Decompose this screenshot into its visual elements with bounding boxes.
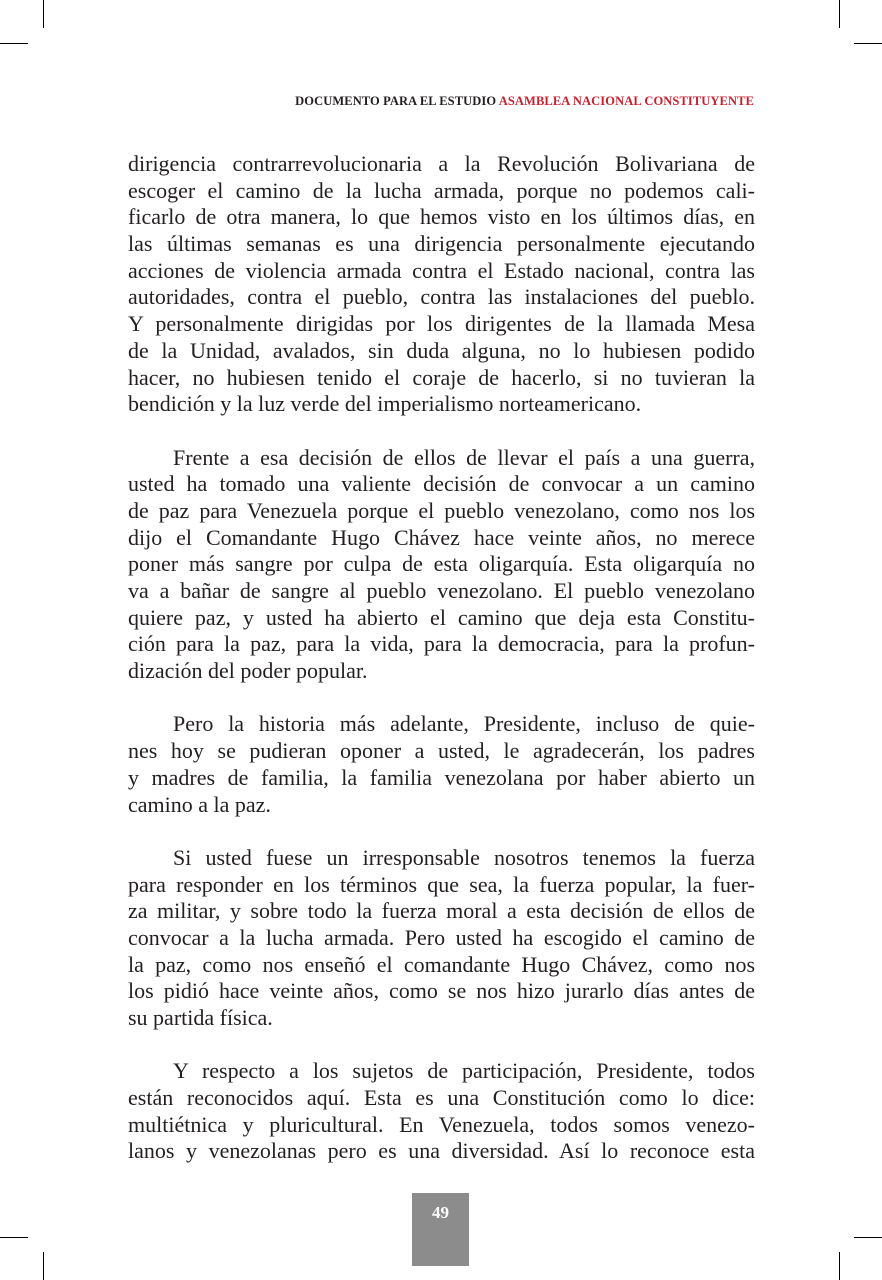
- text-line: ficarlo de otra manera, lo que hemos visto en los últimos días, en: [128, 204, 755, 230]
- text-line: usted ha tomado una valiente decisión de convocar a un camino: [128, 471, 755, 497]
- text-line: de paz para Venezuela porque el pueblo venezolano, como nos los: [128, 497, 755, 523]
- text-line: de la Unidad, avalados, sin duda alguna, no lo hubiesen podido: [128, 337, 755, 363]
- page-number: 49: [412, 1193, 469, 1266]
- running-header: [295, 94, 754, 109]
- crop-mark: [0, 43, 28, 44]
- crop-mark: [43, 0, 44, 28]
- text-line: los pidió hace veinte años, como se nos hizo jurarlo días antes de: [128, 978, 755, 1004]
- text-line: quiere paz, y usted ha abierto el camino que deja esta Constitu-: [128, 604, 755, 630]
- text-line: nes hoy se pudieran oponer a usted, le agradecerán, los padres: [128, 738, 755, 764]
- paragraph: [128, 845, 755, 1032]
- text-line: hacer, no hubiesen tenido el coraje de hacerlo, si no tuvieran la: [128, 364, 755, 390]
- crop-mark: [854, 1237, 882, 1238]
- body-text: [128, 151, 755, 1192]
- text-line: y madres de familia, la familia venezolana por haber abierto un: [128, 764, 755, 790]
- paragraph: [128, 1058, 755, 1165]
- crop-mark: [0, 1237, 28, 1238]
- text-line: su partida física.: [128, 1005, 273, 1030]
- text-line: dijo el Comandante Hugo Chávez hace veinte años, no merece: [128, 524, 755, 550]
- text-line: za militar, y sobre todo la fuerza moral a esta decisión de ellos de: [128, 898, 755, 924]
- header-title: DOCUMENTO PARA EL ESTUDIO: [295, 94, 497, 108]
- text-line: Si usted fuese un irresponsable nosotros tenemos la fuerza: [173, 844, 755, 870]
- text-line: autoridades, contra el pueblo, contra las instalaciones del pueblo.: [128, 284, 755, 310]
- text-line: la paz, como nos enseñó el comandante Hugo Chávez, como nos: [128, 951, 755, 977]
- text-line: acciones de violencia armada contra el Estado nacional, contra las: [128, 257, 755, 283]
- text-line: escoger el camino de la lucha armada, porque no podemos cali-: [128, 177, 755, 203]
- text-line: convocar a la lucha armada. Pero usted ha escogido el camino de: [128, 924, 755, 950]
- text-line: ción para la paz, para la vida, para la democracia, para la profun-: [128, 631, 755, 657]
- text-line: lanos y venezolanas pero es una diversidad. Así lo reconoce esta: [128, 1138, 755, 1164]
- crop-mark: [854, 43, 882, 44]
- crop-mark: [839, 1252, 840, 1280]
- text-line: las últimas semanas es una dirigencia personalmente ejecutando: [128, 231, 755, 257]
- text-line: dirigencia contrarrevolucionaria a la Revolución Bolivariana de: [128, 151, 755, 176]
- text-line: Pero la historia más adelante, Presidente, incluso de quie-: [173, 711, 755, 737]
- text-line: camino a la paz.: [128, 791, 271, 817]
- crop-mark: [839, 0, 840, 28]
- text-line: Frente a esa decisión de ellos de llevar el país a una guerra,: [173, 444, 755, 470]
- text-line: dización del poder popular.: [128, 658, 368, 684]
- text-line: Y personalmente dirigidas por los dirigentes de la llamada Mesa: [128, 311, 755, 337]
- paragraph: [128, 711, 755, 818]
- text-line: multiétnica y pluricultural. En Venezuela, todos somos venezo-: [128, 1111, 755, 1137]
- text-line: para responder en los términos que sea, la fuerza popular, la fuer-: [128, 871, 755, 897]
- paragraph: [128, 445, 755, 685]
- text-line: va a bañar de sangre al pueblo venezolano. El pueblo venezolano: [128, 578, 755, 603]
- text-line: Y respecto a los sujetos de participación, Presidente, todos: [173, 1058, 755, 1084]
- text-line: están reconocidos aquí. Esta es una Constitución como lo dice:: [128, 1085, 755, 1111]
- text-line: bendición y la luz verde del imperialismo norteamericano.: [128, 391, 642, 417]
- text-line: poner más sangre por culpa de esta oligarquía. Esta oligarquía no: [128, 551, 755, 577]
- header-subtitle: ASAMBLEA NACIONAL CONSTITUYENTE: [498, 94, 754, 108]
- crop-mark: [43, 1252, 44, 1280]
- paragraph: [128, 151, 755, 418]
